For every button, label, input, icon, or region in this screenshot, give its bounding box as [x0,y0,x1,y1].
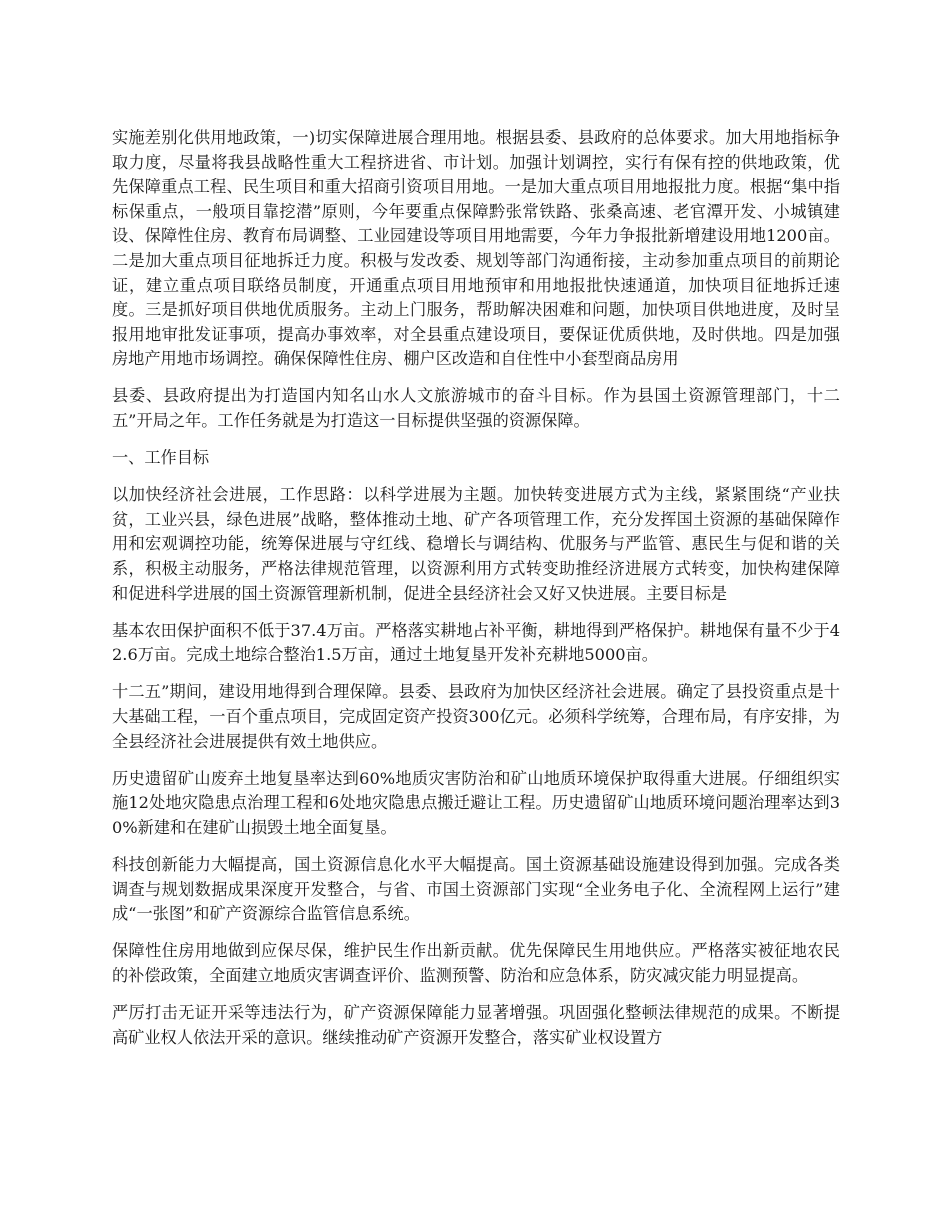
paragraph-land-supply-policy: 实施差别化供用地政策，一)切实保障进展合理用地。根据县委、县政府的总体要求。加大用地指标争取力度，尽量将我县战略性重大工程挤进省、市计划。加强计划调控，实行有保有控的供地政策，优先保障重点工程、民生项目和重大招商引资项目用地。一是加大重点项目用地报批力度。根据“集中指标保重点，一般项目靠挖潜”原则，今年要重点保障黔张常铁路、张桑高速、老官潭开发、小城镇建设、保障性住房、教育布局调整、工业园建设等项目用地需要，今年力争报批新增建设用地1200亩。二是加大重点项目征地拆迁力度。积极与发改委、规划等部门沟通衔接，主动参加重点项目的前期论证，建立重点项目联络员制度，开通重点项目用地预审和用地报批快速通道，加快项目征地拆迁速度。三是抓好项目供地优质服务。主动上门服务，帮助解决困难和问题，加快项目供地进度，及时呈报用地审批发证事项，提高办事效率，对全县重点建设项目，要保证优质供地，及时供地。四是加强房地产用地市场调控。确保保障性住房、棚户区改造和自住性中小套型商品房用 [112,128,840,369]
paragraph-technology-informatization: 科技创新能力大幅提高，国土资源信息化水平大幅提高。国土资源基础设施建设得到加强。完成各类调查与规划数据成果深度开发整合，与省、市国土资源部门实现“全业务电子化、全流程网上运行”建成“一张图”和矿产资源综合监管信息系统。 [112,854,840,924]
document-body [112,126,840,1063]
paragraph-construction-land: 十二五”期间，建设用地得到合理保障。县委、县政府为加快区经济社会进展。确定了县投资重点是十大基础工程，一百个重点项目，完成固定资产投资300亿元。必须科学统筹，合理布局，有序安排，为全县经济社会进展提供有效土地供应。 [112,682,840,751]
section-heading-work-goals: 一、工作目标 [112,448,210,468]
paragraph-farmland-protection: 基本农田保护面积不低于37.4万亩。严格落实耕地占补平衡，耕地得到严格保护。耕地保有量不少于42.6万亩。完成土地综合整治1.5万亩，通过土地复垦开发补充耕地5000亩。 [112,620,840,665]
paragraph-housing-land: 保障性住房用地做到应保尽保，维护民生作出新贡献。优先保障民生用地供应。严格落实被征地农民的补偿政策，全面建立地质灾害调查评价、监测预警、防治和应急体系，防灾减灾能力明显提高。 [112,941,840,985]
paragraph-work-approach: 以加快经济社会进展，工作思路：以科学进展为主题。加快转变进展方式为主线，紧紧围绕“产业扶贫，工业兴县，绿色进展”战略，整体推动土地、矿产各项管理工作，充分发挥国土资源的基础保障作用和宏观调控功能，统筹保进展与守红线、稳增长与调结构、优服务与严监管、惠民生与促和谐的关系，积极主动服务，严格法律规范管理，以资源利用方式转变助推经济进展方式转变，加快构建保障和促进科学进展的国土资源管理新机制，促进全县经济社会又好又快进展。主要目标是 [112,485,840,603]
paragraph-mine-reclamation: 历史遗留矿山废弃土地复垦率达到60%地质灾害防治和矿山地质环境保护取得重大进展。仔细组织实施12处地灾隐患点治理工程和6处地灾隐患点搬迁避让工程。历史遗留矿山地质环境问题治理率达到30%新建和在建矿山损毁土地全面复垦。 [112,768,840,837]
paragraph-county-goal: 县委、县政府提出为打造国内知名山水人文旅游城市的奋斗目标。作为县国土资源管理部门，十二五”开局之年。工作任务就是为打造这一目标提供坚强的资源保障。 [112,386,840,431]
paragraph-illegal-mining: 严厉打击无证开采等违法行为，矿产资源保障能力显著增强。巩固强化整顿法律规范的成果。不断提高矿业权人依法开采的意识。继续推动矿产资源开发整合，落实矿业权设置方 [112,1002,840,1047]
